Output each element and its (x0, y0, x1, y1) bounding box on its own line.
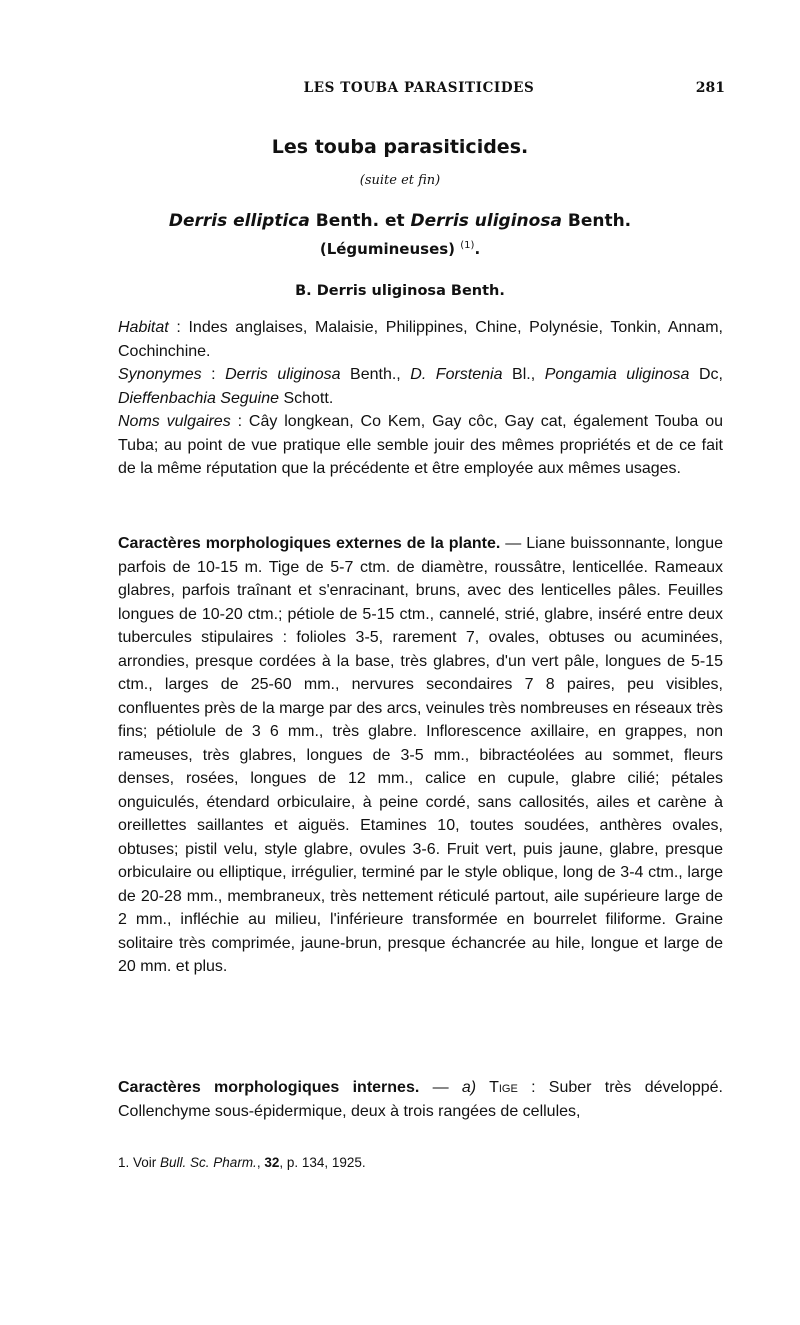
synonyms-label: Synonymes (118, 366, 202, 383)
habitat-text: : Indes anglaises, Malaisie, Philippines, Chine, Polynésie, Tonkin, Annam, Cochinchine. (118, 319, 723, 360)
habitat-paragraph (118, 316, 723, 363)
family-heading (0, 240, 800, 258)
footnote (118, 1155, 723, 1170)
item-marker: a) (461, 1079, 477, 1096)
external-morphology-block (118, 532, 723, 979)
habitat-label: Habitat (118, 319, 169, 336)
tige-label: Tige (476, 1079, 518, 1096)
species-a-name: Derris elliptica (168, 211, 310, 231)
footnote-journal: Bull. Sc. Pharm. (160, 1155, 257, 1170)
internal-morphology-paragraph (118, 1076, 723, 1123)
common-names-label: Noms vulgaires (118, 413, 231, 430)
synonyms-paragraph: Synonymes : Derris uliginosa Benth., D. Forstenia Bl., Pongamia uliginosa Dc, Dieffenbachia Seguine Schott. (118, 366, 723, 407)
internal-morphology-heading: Caractères morphologiques internes. (118, 1079, 420, 1096)
footnote-sep: , (256, 1155, 265, 1170)
running-title: LES TOUBA PARASITICIDES (303, 80, 535, 96)
internal-morphology-block (118, 1076, 723, 1123)
footnote-num: 1. Voir (118, 1155, 161, 1170)
article-title: Les touba parasiticides. (271, 136, 529, 158)
species-b-name: Derris uliginosa (410, 211, 562, 231)
footnote-rest: , p. 134, 1925. (279, 1155, 366, 1170)
species-heading (0, 211, 800, 231)
external-morphology-heading: Caractères morphologiques externes de la plante. (118, 535, 501, 552)
synonym-4-author: Schott. (279, 389, 334, 407)
footnote-volume: 32 (264, 1155, 280, 1170)
section-heading: B. Derris uliginosa Benth. (295, 283, 505, 299)
page-number: 281 (695, 80, 725, 96)
common-names-text: : Câу longkean, Co Kem, Gay côc, Gay cat, également Touba ou Tuba; au point de vue pratique elle semble jouir des mêmes propriétés et de ce fait de la même réputation que la précédente et être employée aux mêmes usages. (118, 413, 723, 477)
synonym-1: Derris uliginosa (225, 366, 341, 383)
synonym-4: Dieffenbachia Seguine (118, 389, 280, 407)
synonym-3: Pongamia uliginosa (544, 366, 690, 383)
common-names-paragraph (118, 410, 723, 481)
species-a-author: Benth. (315, 211, 380, 231)
species-b-author: Benth. (567, 211, 632, 231)
running-header (113, 80, 725, 100)
synonym-3-author: Dc, (689, 366, 723, 383)
synonym-2-author: Bl., (502, 366, 545, 383)
family-name: (Légumineuses) (319, 240, 456, 258)
family-end: . (474, 240, 481, 258)
synonym-2: D. Forstenia (410, 366, 503, 383)
article-subtitle: (suite et fin) (359, 173, 441, 188)
description-block (118, 316, 723, 481)
synonym-1-author: Benth., (340, 366, 411, 383)
species-connector: et (384, 211, 405, 231)
internal-morphology-dash: — (419, 1079, 462, 1096)
footnote-ref: (1) (460, 240, 475, 251)
external-morphology-paragraph (118, 532, 723, 979)
internal-morphology-text: : Suber très développé. Collenchyme sous-épidermique, deux à trois rangées de cellules, (118, 1079, 723, 1120)
external-morphology-text: — Liane buissonnante, longue parfois de 10-15 m. Tige de 5-7 ctm. de diamètre, roussâtre, lenticellée. Rameaux glabres, parfois traînant et s'enracinant, bruns, avec des lenticelles pâles. Feuilles longues de 10-20 ctm.; pétiole de 5-15 ctm., cannelé, strié, glabre, inséré entre deux tubercules stipulaires : folioles 3-5, rarement 7, ovales, obtuses ou acuminées, arrondies, presque cordées à la base, très glabres, d'un vert pâle, longues de 5-15 ctm., larges de 25-60 mm., nervures secondaires 7 8 paires, peu visibles, confluentes près de la marge par des arcs, veinules très nombreuses en réseaux très fins; pétiolule de 3 6 mm., très glabre. Inflorescence axillaire, en grappes, non rameuses, très glabres, longues de 3-5 mm., bibractéolées au sommet, fleurs denses, rosées, longues de 12 mm., calice en cupule, glabre cilié; pétales onguiculés, étendard orbiculaire, à peine cordé, sans callosités, ailes et carène à oreillettes saillantes et aiguës. Etamines 10, toutes soudées, anthères ovales, obtuses; pistil velu, style glabre, ovules 3-6. Fruit vert, puis jaune, glabre, presque orbiculaire ou elliptique, irrégulier, terminé par le style oblique, long de 3-4 ctm., large de 20-28 mm., membraneux, très nettement réticulé partout, aile supérieure large de 2 mm., infléchie au milieu, l'inférieure transformée en bourrelet filiforme. Graine solitaire très comprimée, jaune-brun, presque échancrée au hile, longue et large de 20 mm. et plus. (118, 535, 723, 975)
